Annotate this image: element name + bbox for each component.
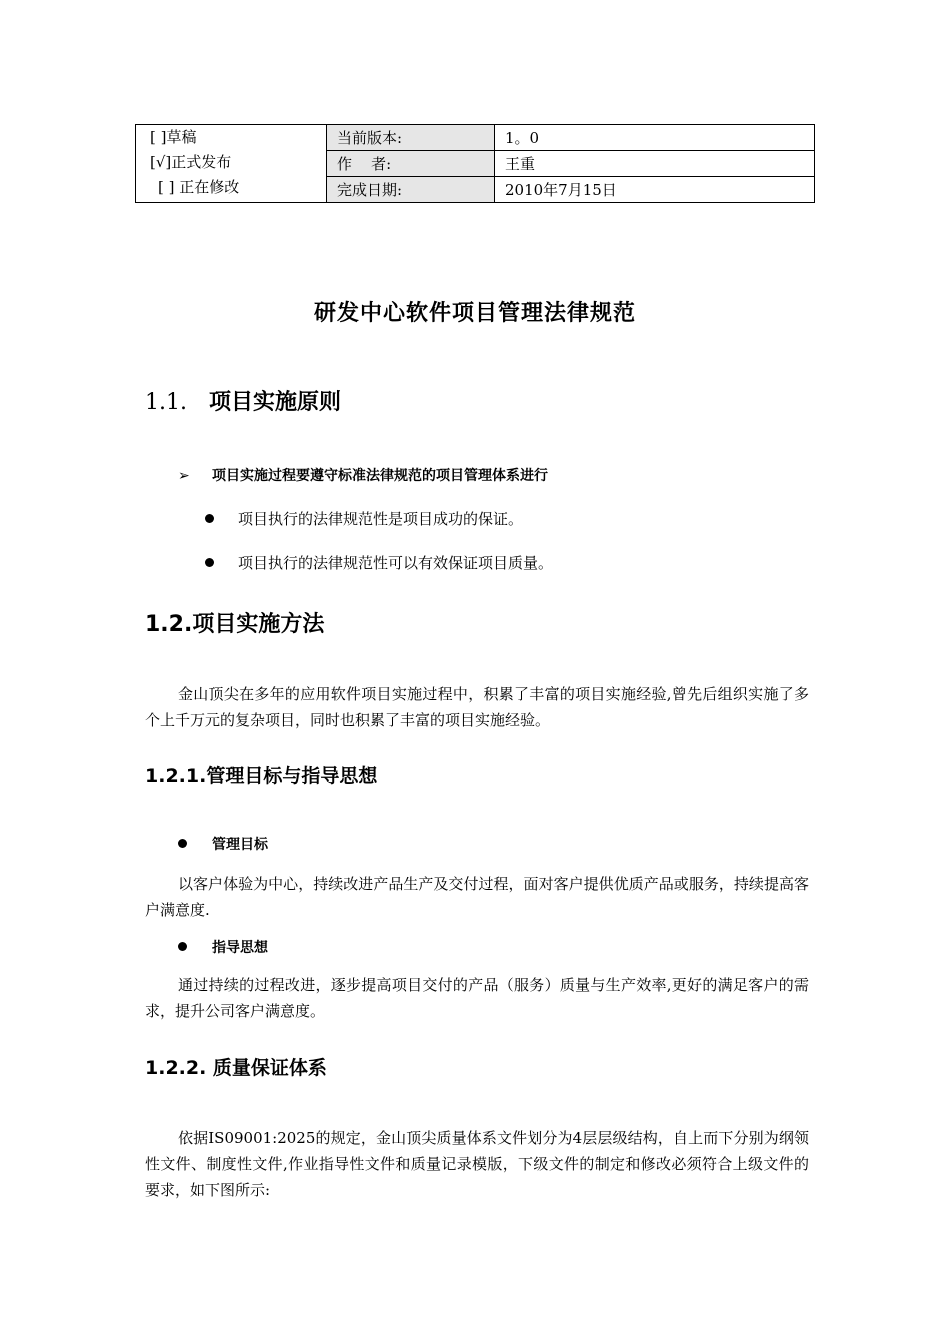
heading-1-2: 1.2.项目实施方法 — [145, 612, 325, 637]
heading-1-1-text: 项目实施原则 — [208, 390, 341, 415]
bullet-icon — [205, 558, 214, 567]
document-title: 研发中心软件项目管理法律规范 — [313, 301, 636, 326]
heading-1-2-2: 1.2.2. 质量保证体系 — [145, 1057, 327, 1079]
list-item-text: 管理目标 — [212, 837, 268, 853]
bullet-icon — [205, 514, 214, 523]
list-item — [205, 508, 523, 529]
arrow-bullet-icon: ➢ — [178, 468, 190, 484]
heading-1-1-number: 1.1. — [145, 390, 187, 415]
bullet-icon — [178, 839, 187, 848]
list-item-text: 项目执行的法律规范性是项目成功的保证。 — [238, 510, 524, 528]
author-value: 王重 — [495, 151, 815, 177]
document-status-cell — [136, 125, 327, 203]
list-item — [205, 552, 553, 573]
arrow-list-item-text: 项目实施过程要遵守标准法律规范的项目管理体系进行 — [212, 468, 548, 484]
list-item-guiding-principle — [178, 937, 268, 957]
version-value: 1。0 — [495, 125, 815, 151]
paragraph-1-2-2: 依据IS09001:2025的规定，金山顶尖质量体系文件划分为4层层级结构，自上而下分别为纲领性文件、制度性文件,作业指导性文件和质量记录模版，下级文件的制定和修改必须符合上级文件的要求，如下图所示: — [145, 1129, 809, 1199]
heading-1-1 — [145, 385, 341, 416]
status-released: [√]正式发布 — [150, 153, 232, 171]
arrow-list-item — [178, 465, 548, 485]
paragraph-management-goal: 以客户体验为中心，持续改进产品生产及交付过程，面对客户提供优质产品或服务，持续提高客户满意度. — [145, 875, 809, 919]
heading-1-2-1: 1.2.1.管理目标与指导思想 — [145, 765, 378, 787]
status-modifying: [ ] 正在修改 — [158, 178, 240, 196]
list-item-text: 项目执行的法律规范性可以有效保证项目质量。 — [238, 554, 554, 572]
document-control-table — [135, 124, 815, 203]
author-label: 作 者: — [327, 151, 495, 177]
version-label: 当前版本: — [327, 125, 495, 151]
list-item-management-goal — [178, 834, 268, 854]
completion-date-label: 完成日期: — [327, 177, 495, 203]
status-draft: [ ]草稿 — [150, 128, 197, 146]
completion-date-value: 2010年7月15日 — [495, 177, 815, 203]
paragraph-guiding-principle: 通过持续的过程改进，逐步提高项目交付的产品（服务）质量与生产效率,更好的满足客户的需求，提升公司客户满意度。 — [145, 976, 809, 1020]
bullet-icon — [178, 942, 187, 951]
list-item-text: 指导思想 — [212, 940, 268, 956]
paragraph-1-2: 金山顶尖在多年的应用软件项目实施过程中，积累了丰富的项目实施经验,曾先后组织实施了多个上千万元的复杂项目，同时也积累了丰富的项目实施经验。 — [145, 685, 809, 729]
